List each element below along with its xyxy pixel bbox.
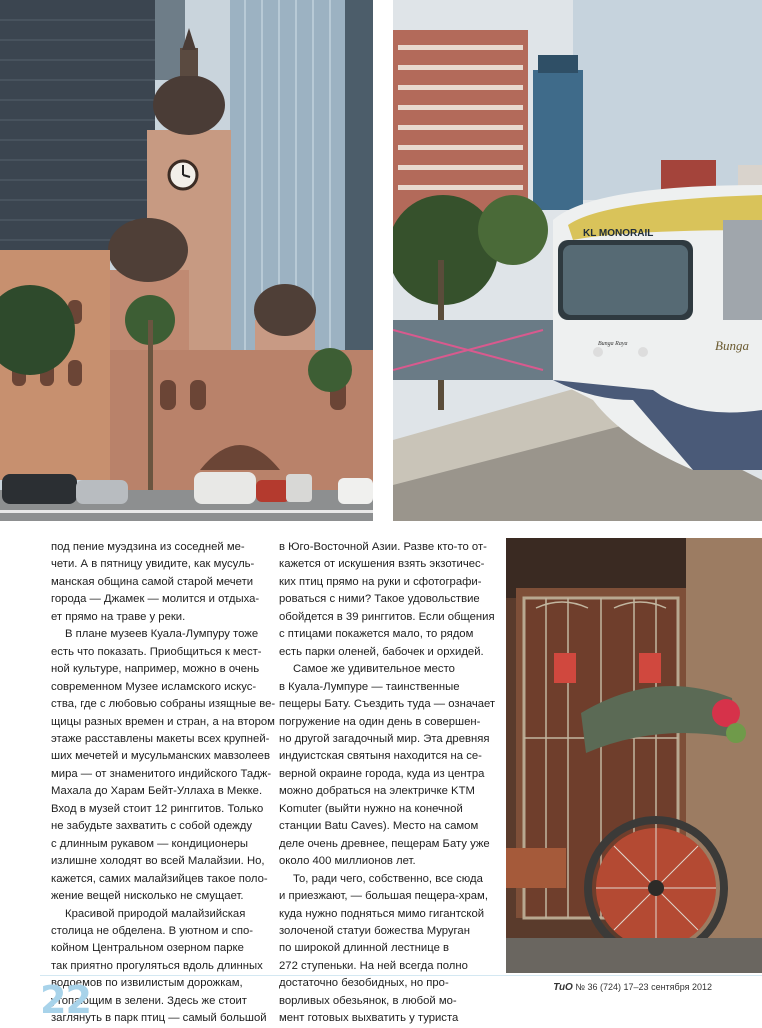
- text-line: кажется от искушения взять экзотичес-: [279, 558, 485, 571]
- text-line: в Юго-Восточной Азии. Разве кто-то от-: [279, 541, 487, 553]
- text-line: есть парки оленей, бабочек и орхидей.: [279, 645, 484, 658]
- text-line: ной культуре, например, можно в очень: [51, 663, 260, 676]
- text-line: Махала до Харам Бейт-Уллаха в Мекке.: [51, 785, 263, 798]
- text-line: жение вещей нисколько не смущает.: [51, 890, 244, 903]
- text-line: водоемов по извилистым дорожкам,: [51, 977, 243, 990]
- text-line: кажется, самих малайзийцев такое поло-: [51, 872, 268, 885]
- text-line: этаже расставлены макеты всех крупней-: [51, 732, 270, 745]
- text-line: ких птиц прямо на руки и сфотографи-: [279, 575, 482, 588]
- footer-issue-info: [553, 982, 712, 993]
- text-line: с длинным рукавом — кондиционеры: [51, 837, 249, 850]
- text-line: индуистская святыня находится на се-: [279, 750, 482, 763]
- text-line: верной окраине города, куда из центра: [279, 767, 485, 780]
- paragraph-6: [279, 871, 497, 1028]
- text-line: современном Музее исламского искус-: [51, 680, 257, 693]
- paragraph-5: [279, 661, 497, 870]
- text-line: под пение муэдзина из соседней ме-: [51, 541, 245, 553]
- text-line: золоченой статуи божества Муруган: [279, 924, 470, 937]
- monorail-sign-text: KL MONORAIL: [583, 228, 654, 239]
- text-line: ворливых обезьянок, в любой мо-: [279, 994, 457, 1007]
- text-line: чети. А в пятницу увидите, как мусуль-: [51, 558, 255, 571]
- photo-sultan-abdul-samad-building: [0, 0, 373, 521]
- text-line: можно добраться на электричке KTM: [279, 785, 475, 798]
- monorail-side-logo: Bunga: [715, 338, 749, 353]
- photo-kl-monorail: [393, 0, 762, 521]
- issue-details: № 36 (724) 17–23 сентября 2012: [575, 982, 712, 992]
- text-line: То, ради чего, собственно, все сюда: [293, 872, 483, 885]
- text-line: обойдется в 39 ринггитов. Если общения: [279, 610, 495, 623]
- paragraph-2: [51, 626, 276, 905]
- photo-monorail-svg: [393, 0, 762, 521]
- text-line: так приятно прогуляться вдоль длинных: [51, 959, 263, 972]
- text-line: В плане музеев Куала-Лумпуру тоже: [65, 628, 259, 641]
- text-line: пещеры Бату. Съездить туда — означает: [279, 698, 496, 711]
- text-line: с птицами покажется мало, то рядом: [279, 628, 474, 641]
- text-line: заглянуть в парк птиц — самый большой: [51, 1012, 267, 1025]
- text-line: деле очень древнее, пещерам Бату уже: [279, 837, 490, 850]
- text-line: в Куала-Лумпуре — таинственные: [279, 680, 460, 693]
- text-line: щицы разных времен и стран, а на втором: [51, 715, 275, 728]
- text-line: Komuter (выйти нужно на конечной: [279, 802, 463, 815]
- text-line: мира — от знаменитого индийского Тадж-: [51, 767, 272, 780]
- text-line: ших мечетей и мусульманских мавзолеев: [51, 750, 270, 763]
- text-line: и приезжают, — большая пещера-храм,: [279, 890, 488, 903]
- photo-sultan-svg: [0, 0, 373, 521]
- text-line: Самое же удивительное место: [293, 663, 455, 676]
- text-line: но другой загадочный мир. Эта древняя: [279, 732, 490, 745]
- text-line: 272 ступеньки. На ней всегда полно: [279, 959, 468, 972]
- photo-trishaw: [506, 538, 762, 973]
- text-line: утопающим в зелени. Здесь же стоит: [51, 994, 247, 1007]
- text-line: погружение на один день в совершен-: [279, 715, 481, 728]
- page-number: 22: [40, 978, 91, 1022]
- text-line: ства, где с любовью собраны изящные ве-: [51, 698, 276, 711]
- text-line: мент готовых выхватить у туриста: [279, 1012, 459, 1025]
- text-line: Вход в музей стоит 12 ринггитов. Только: [51, 802, 264, 815]
- text-line: не забудьте захватить с собой одежду: [51, 820, 253, 833]
- text-line: койном Центральном озерном парке: [51, 942, 244, 955]
- text-line: куда нужно подняться мимо гигантской: [279, 907, 485, 920]
- text-line: ет прямо на траве у реки.: [51, 610, 186, 623]
- text-line: манская община самой старой мечети: [51, 575, 254, 588]
- text-line: города — Джамек — молится и отдыха-: [51, 593, 260, 606]
- text-line: около 400 миллионов лет.: [279, 855, 416, 868]
- paragraph-1: [51, 539, 267, 626]
- monorail-front-logo: Bunga Raya: [598, 341, 628, 347]
- text-line: роваться с ними? Такое удовольствие: [279, 593, 480, 606]
- text-line: столица не обделена. В уютном и спо-: [51, 924, 254, 937]
- footer-divider: [40, 975, 762, 976]
- article-column-2: [279, 539, 497, 1028]
- text-line: есть что показать. Приобщиться к мест-: [51, 645, 262, 658]
- text-line: Красивой природой малайзийская: [65, 907, 246, 920]
- photo-trishaw-svg: [506, 538, 762, 973]
- article-column-1: [51, 539, 276, 1028]
- paragraph-4: [279, 539, 497, 661]
- text-line: станции Batu Caves). Место на самом: [279, 820, 479, 833]
- text-line: излишне холодят во всей Малайзии. Но,: [51, 855, 265, 868]
- magazine-brand: ТиО: [553, 982, 573, 993]
- text-line: достаточно безобидных, но про-: [279, 977, 449, 990]
- text-line: по широкой длинной лестнице в: [279, 942, 449, 955]
